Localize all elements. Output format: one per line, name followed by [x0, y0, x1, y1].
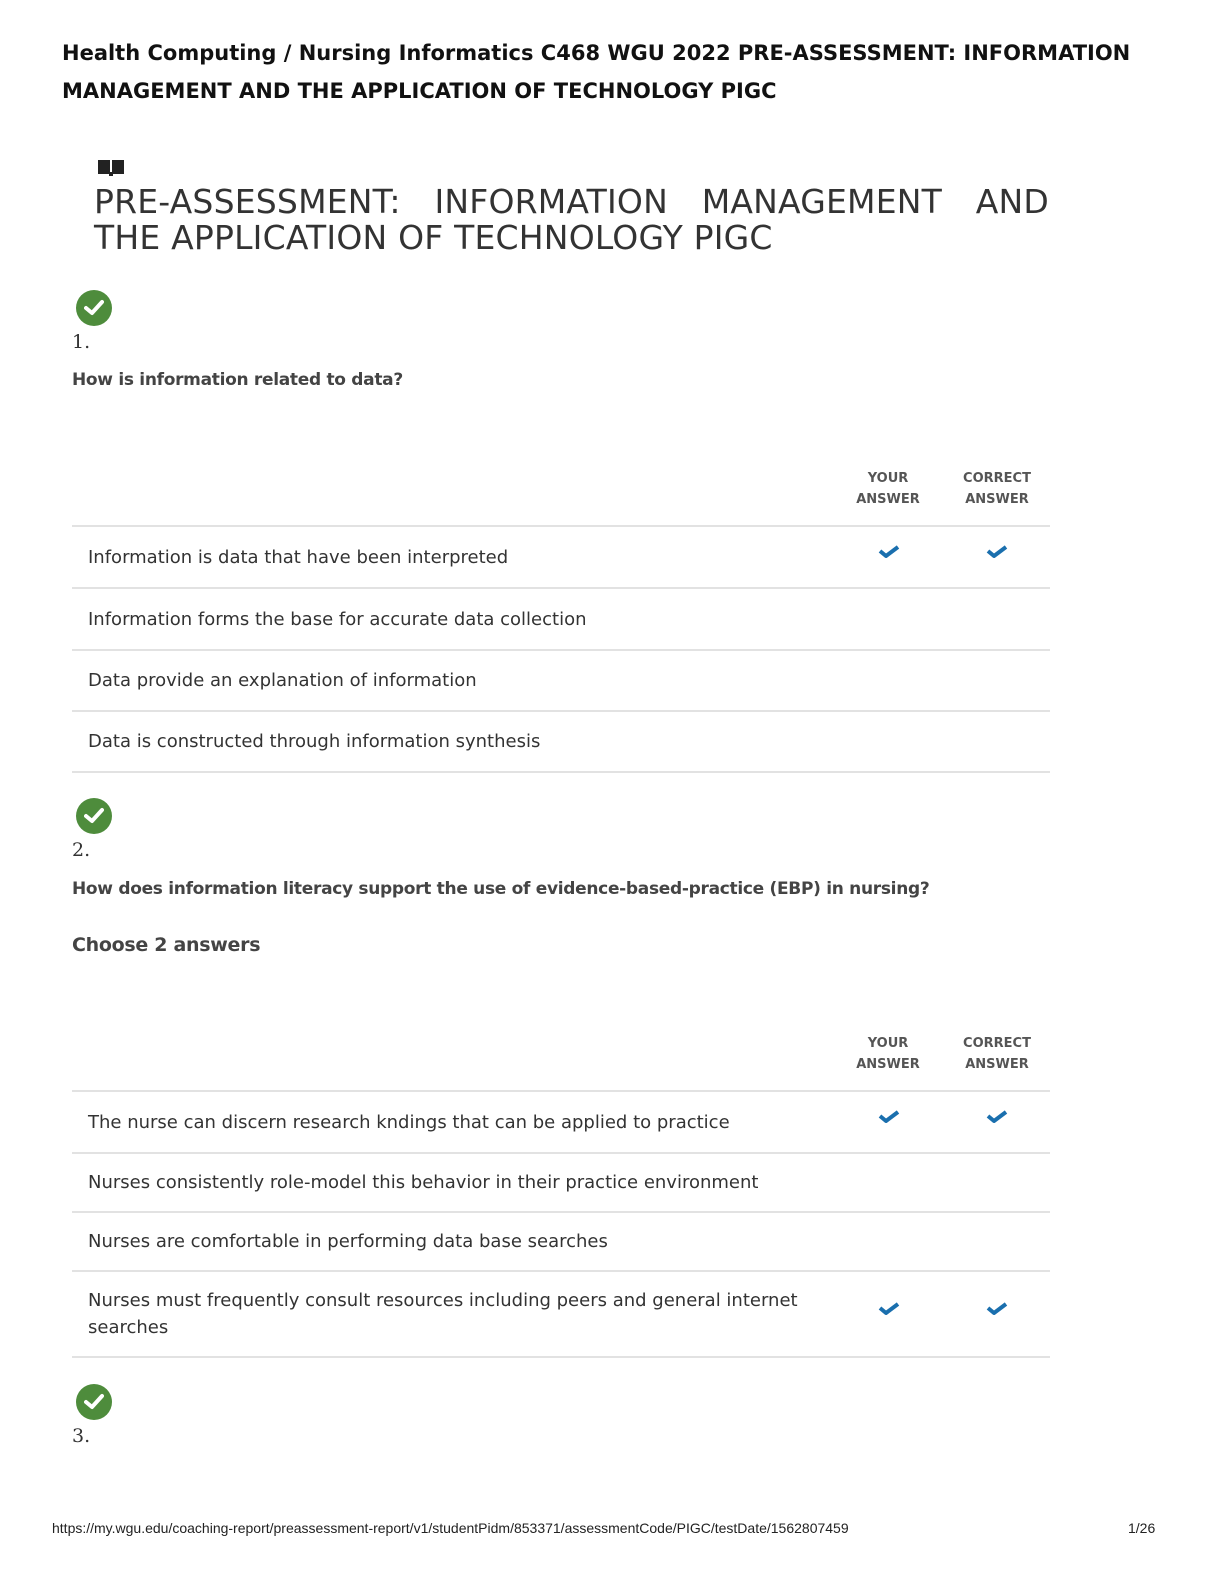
answer-option-row	[72, 710, 1050, 773]
answer-option-text: Nurses consistently role-model this behavior in their practice environment	[88, 1172, 759, 1193]
correct-answer-checkmark-icon	[986, 1302, 1008, 1316]
answer-option-row	[72, 1211, 1050, 1270]
column-header-line: ANSWER	[856, 1057, 920, 1072]
answer-table	[72, 1033, 1050, 1358]
answer-option-row	[72, 649, 1050, 710]
question-text: How is information related to data?	[72, 370, 403, 390]
column-header-line: ANSWER	[856, 492, 920, 507]
column-header-correct-answer	[947, 468, 1047, 510]
correct-badge-icon	[76, 798, 112, 834]
answer-option-text: Nurses are comfortable in performing data base searches	[88, 1231, 608, 1252]
column-header-line: ANSWER	[965, 492, 1029, 507]
book-icon	[98, 160, 124, 176]
question-number: 1.	[72, 331, 91, 353]
column-header-line: ANSWER	[965, 1057, 1029, 1072]
column-header-your-answer	[838, 468, 938, 510]
question-text: How does information literacy support the use of evidence-based-practice (EBP) in nursing?	[72, 879, 930, 899]
column-header-line: YOUR	[867, 471, 909, 486]
answer-option-row	[72, 525, 1050, 587]
column-header-line: CORRECT	[963, 1036, 1031, 1051]
document-title: Health Computing / Nursing Informatics C468 WGU 2022 PRE-ASSESSMENT: INFORMATION MANAGEMENT AND THE APPLICATION OF TECHNOLOGY PIGC	[62, 41, 1131, 103]
answer-option-text: Data provide an explanation of information	[88, 670, 477, 691]
question-number: 3.	[72, 1425, 91, 1447]
answer-option-row	[72, 1270, 1050, 1358]
question-number: 2.	[72, 839, 91, 861]
your-answer-checkmark-icon	[878, 1110, 900, 1124]
answer-option-text: The nurse can discern research kndings that can be applied to practice	[88, 1111, 730, 1133]
answer-option-text: Nurses must frequently consult resources including peers and general internet searches	[88, 1290, 798, 1338]
answer-table	[72, 468, 1050, 773]
footer-url: https://my.wgu.edu/coaching-report/preassessment-report/v1/studentPidm/853371/assessmentCode/PIGC/testDate/1562807459	[52, 1520, 849, 1536]
correct-badge-icon	[76, 1384, 112, 1420]
column-header-line: YOUR	[867, 1036, 909, 1051]
column-header-your-answer	[838, 1033, 938, 1075]
answer-option-row	[72, 1152, 1050, 1211]
table-header	[72, 468, 1050, 525]
column-header-line: CORRECT	[963, 471, 1031, 486]
table-header	[72, 1033, 1050, 1090]
column-header-correct-answer	[947, 1033, 1047, 1075]
your-answer-checkmark-icon	[878, 1302, 900, 1316]
answer-option-text: Data is constructed through information synthesis	[88, 731, 541, 752]
answer-option-row	[72, 1090, 1050, 1152]
correct-badge-icon	[76, 290, 112, 326]
correct-answer-checkmark-icon	[986, 1110, 1008, 1124]
correct-answer-checkmark-icon	[986, 545, 1008, 559]
answer-option-row	[72, 587, 1050, 649]
assessment-title: PRE-ASSESSMENT: INFORMATION MANAGEMENT AND THE APPLICATION OF TECHNOLOGY PIGC	[94, 182, 1049, 257]
your-answer-checkmark-icon	[878, 545, 900, 559]
page-number: 1/26	[1128, 1520, 1156, 1536]
answer-option-text: Information is data that have been interpreted	[88, 546, 509, 568]
answer-option-text: Information forms the base for accurate data collection	[88, 608, 587, 630]
question-instruction: Choose 2 answers	[72, 934, 261, 956]
